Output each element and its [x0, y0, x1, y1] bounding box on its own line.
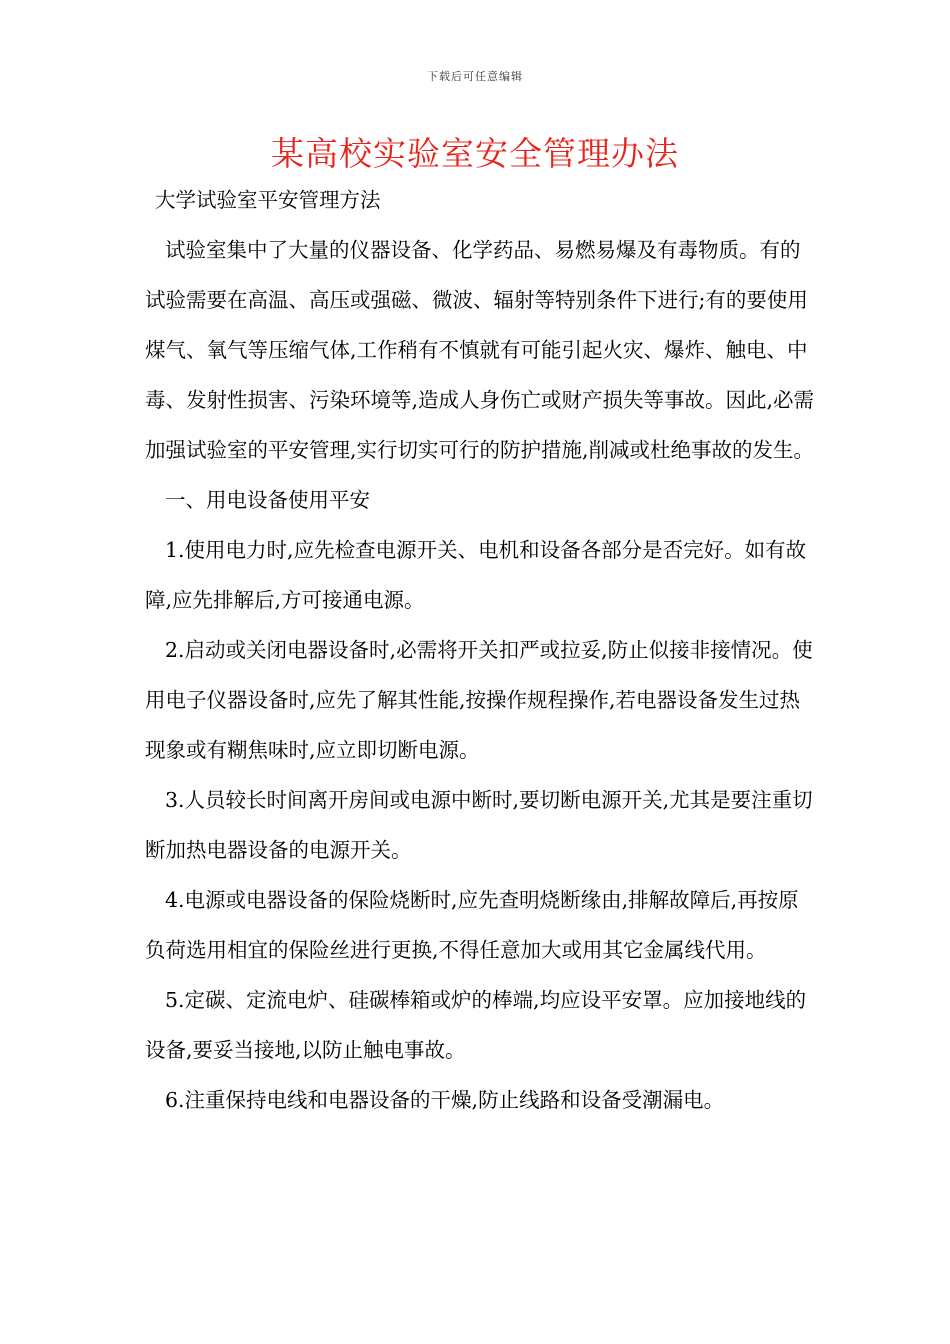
list-item: 6.注重保持电线和电器设备的干燥,防止线路和设备受潮漏电。 — [165, 1088, 725, 1112]
list-item: 1.使用电力时,应先检查电源开关、电机和设备各部分是否完好。如有故障,应先排解后,方可接通电源。 — [145, 538, 807, 612]
document-subtitle: 大学试验室平安管理方法 — [155, 188, 381, 212]
header-note: 下载后可任意编辑 — [427, 70, 523, 83]
document-title: 某高校实验室安全管理办法 — [271, 134, 679, 173]
intro-paragraph: 试验室集中了大量的仪器设备、化学药品、易燃易爆及有毒物质。有的试验需要在高温、高压或强磁、微波、辐射等特别条件下进行;有的要使用煤气、氧气等压缩气体,工作稍有不慎就有可能引起火灾、爆炸、触电、中毒、发射性损害、污染环境等,造成人身伤亡或财产损失等事故。因此,必需加强试验室的平安管理,实行切实可行的防护措施,削减或杜绝事故的发生。 — [145, 238, 815, 462]
list-item: 5.定碳、定流电炉、硅碳棒箱或炉的棒端,均应设平安罩。应加接地线的设备,要妥当接地,以防止触电事故。 — [145, 988, 807, 1062]
section-heading: 一、用电设备使用平安 — [165, 488, 370, 512]
list-item: 4.电源或电器设备的保险烧断时,应先查明烧断缘由,排解故障后,再按原负荷选用相宜的保险丝进行更换,不得任意加大或用其它金属线代用。 — [145, 888, 799, 962]
list-item: 3.人员较长时间离开房间或电源中断时,要切断电源开关,尤其是要注重切断加热电器设备的电源开关。 — [145, 788, 813, 862]
list-item: 2.启动或关闭电器设备时,必需将开关扣严或拉妥,防止似接非接情况。使用电子仪器设备时,应先了解其性能,按操作规程操作,若电器设备发生过热现象或有糊焦味时,应立即切断电源。 — [145, 638, 813, 762]
document-body — [145, 175, 815, 1125]
